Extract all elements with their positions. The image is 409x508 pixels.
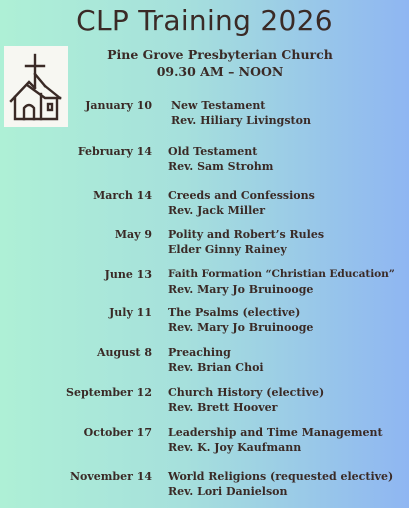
session-topic: Polity and Robert’s Rules [168, 228, 325, 241]
session-date: September 12 [66, 386, 152, 399]
session-topic: Leadership and Time Management [168, 426, 383, 439]
session-speaker: Rev. Mary Jo Bruinooge [168, 283, 314, 296]
session-date: June 13 [104, 268, 152, 281]
session-speaker: Rev. K. Joy Kaufmann [168, 441, 302, 454]
session-row [0, 306, 409, 340]
session-speaker: Rev. Brett Hoover [168, 401, 278, 414]
church-name: Pine Grove Presbyterian Church [107, 47, 333, 62]
session-date: August 8 [97, 346, 152, 359]
session-speaker: Rev. Brian Choi [168, 361, 264, 374]
session-row [0, 386, 409, 420]
session-row [0, 99, 409, 133]
session-row [0, 470, 409, 504]
session-speaker: Elder Ginny Rainey [168, 243, 287, 256]
session-row [0, 145, 409, 179]
session-topic: World Religions (requested elective) [168, 470, 394, 483]
session-topic: Creeds and Confessions [168, 189, 315, 202]
session-speaker: Rev. Sam Strohm [168, 160, 274, 173]
session-row [0, 346, 409, 380]
session-date: July 11 [109, 306, 152, 319]
session-row [0, 268, 409, 302]
session-topic: The Psalms (elective) [168, 306, 301, 319]
session-row [0, 189, 409, 223]
session-topic: Old Testament [168, 145, 258, 158]
session-topic: Church History (elective) [168, 386, 325, 399]
session-row [0, 426, 409, 460]
session-speaker: Rev. Lori Danielson [168, 485, 288, 498]
session-topic: New Testament [171, 99, 266, 112]
session-speaker: Rev. Hiliary Livingston [171, 114, 311, 127]
page-title: CLP Training 2026 [76, 4, 333, 37]
session-date: November 14 [69, 470, 152, 483]
session-date: February 14 [77, 145, 152, 158]
session-topic: Faith Formation “Christian Education” [168, 268, 395, 280]
session-date: May 9 [114, 228, 152, 241]
session-date: October 17 [83, 426, 152, 439]
session-speaker: Rev. Mary Jo Bruinooge [168, 321, 314, 334]
session-topic: Preaching [168, 346, 231, 359]
session-speaker: Rev. Jack Miller [168, 204, 266, 217]
session-row [0, 228, 409, 262]
session-time: 09.30 AM – NOON [156, 64, 284, 79]
session-date: March 14 [93, 189, 152, 202]
session-date: January 10 [85, 99, 152, 112]
